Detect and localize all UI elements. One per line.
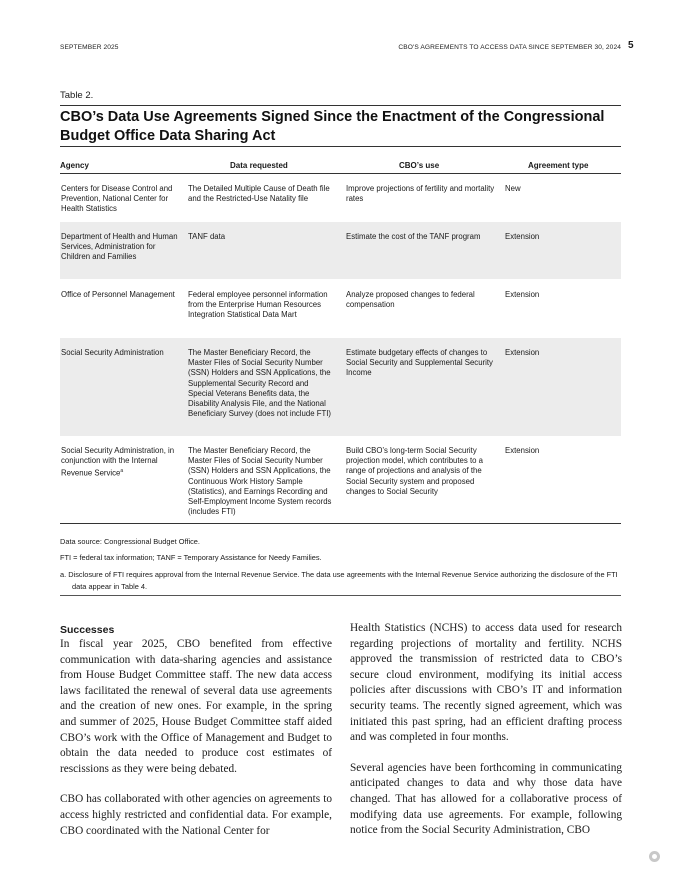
cell-cbo-use: Build CBO’s long-term Social Security projection model, which contributes to a range of projections and analysis of the Social Security system and proposed changes to Social Security	[346, 446, 483, 496]
data-source-note: Data source: Congressional Budget Office.	[60, 537, 200, 546]
cell-cbo-use: Improve projections of fertility and mortality rates	[346, 184, 495, 204]
table-row	[60, 280, 621, 338]
table-row	[60, 222, 621, 279]
cell-agreement-type: Extension	[505, 446, 540, 455]
column-header-cbo-use: CBO’s use	[399, 161, 440, 170]
header-date: SEPTEMBER 2025	[60, 44, 119, 51]
cell-agency	[61, 446, 179, 479]
cell-data-requested: Federal employee personnel information from the Enterprise Human Resources Integration Statistical Data Mart	[188, 290, 328, 320]
cell-agency: Social Security Administration	[61, 348, 164, 357]
watermark-icon	[649, 851, 660, 862]
abbreviations-note: FTI = federal tax information; TANF = Temporary Assistance for Needy Families.	[60, 553, 322, 562]
table-header-row	[60, 158, 621, 173]
cell-data-requested: The Master Beneficiary Record, the Master Files of Social Security Number (SSN) Holders and SSN Applications, the Continuous Work History Sample (Statistics), and Earnings Recording and Self-Employment Income System records (includes FTI)	[188, 446, 332, 517]
body-paragraph: CBO has collaborated with other agencies on agreements to access highly restricted and confidential data. For example, CBO coordinated with the National Center for	[60, 793, 332, 837]
title-bottom-rule	[60, 146, 621, 147]
cell-agency: Department of Health and Human Services, Administration for Children and Families	[61, 232, 178, 262]
cell-agreement-type: New	[505, 184, 521, 193]
cell-cbo-use: Analyze proposed changes to federal compensation	[346, 290, 475, 310]
footnote-marker: a	[120, 468, 124, 475]
table-label: Table 2.	[60, 90, 94, 101]
column-header-agency: Agency	[60, 161, 89, 170]
table-row	[60, 338, 621, 436]
column-header-agreement-type: Agreement type	[528, 161, 589, 170]
cell-agreement-type: Extension	[505, 232, 540, 241]
body-column-right	[350, 621, 622, 854]
cell-agency: Centers for Disease Control and Prevention, National Center for Health Statistics	[61, 184, 173, 214]
notes-bottom-rule	[60, 595, 621, 596]
body-paragraph: Several agencies have been forthcoming in communicating anticipated changes to data and why those data have changed. That has allowed for a collaborative process of modifying data use agreements. For example, following notice from the Social Security Administration, CBO	[350, 761, 622, 837]
cell-agreement-type: Extension	[505, 348, 540, 357]
table-row	[60, 174, 621, 222]
cell-data-requested: The Master Beneficiary Record, the Master Files of Social Security Number (SSN) Holders and SSN Applications, the Supplemental Security Record and Special Veterans Benefits data, the Disability Analysis File, and the National Beneficiary Survey (does not include FTI)	[188, 348, 332, 419]
cell-agreement-type: Extension	[505, 290, 540, 299]
cell-agency-text: Social Security Administration, in conjunction with the Internal Revenue Service	[61, 446, 175, 478]
cell-agency: Office of Personnel Management	[61, 290, 175, 299]
table-bottom-rule	[60, 523, 621, 524]
footnote-a: a. Disclosure of FTI requires approval from the Internal Revenue Service. The data use agreements with the Internal Revenue Service authorizing the disclosure of the FTI data appear in Table 4.	[60, 570, 618, 591]
body-paragraph: In fiscal year 2025, CBO benefited from effective communication with data-sharing agencies and assistance from House Budget Committee staff. The new data access laws facilitated the renewal of several data use agreements and the creation of new ones. For example, in the spring and summer of 2025, House Budget Committee staff aided CBO’s work with the Office of Management and Budget to obtain the data needed to produce cost estimates of rescissions as they were being debated.	[60, 638, 332, 775]
header-report-title: CBO'S AGREEMENTS TO ACCESS DATA SINCE SEPTEMBER 30, 2024	[398, 44, 621, 51]
table-top-rule	[60, 105, 621, 106]
cell-data-requested: The Detailed Multiple Cause of Death file and the Restricted-Use Natality file	[188, 184, 330, 204]
table-title: CBO’s Data Use Agreements Signed Since the Enactment of the Congressional Budget Office Data Sharing Act	[60, 109, 605, 144]
page-number: 5	[628, 40, 634, 51]
section-heading: Successes	[60, 624, 115, 636]
body-column-left	[60, 637, 332, 854]
cell-cbo-use: Estimate budgetary effects of changes to Social Security and Supplemental Security Income	[346, 348, 493, 378]
column-header-data-requested: Data requested	[230, 161, 288, 170]
body-paragraph: Health Statistics (NCHS) to access data used for research regarding projections of mortality and fertility. NCHS approved the transmission of restricted data to CBO’s secure cloud environment, modifying its initial access policies after discussions with CBO’s IT and information security teams. The recently signed agreement, which was initiated this past spring, had an efficient drafting process and was completed in four months.	[350, 622, 622, 744]
cell-data-requested: TANF data	[188, 232, 226, 241]
running-header	[60, 42, 621, 56]
table-row	[60, 436, 621, 523]
cell-cbo-use: Estimate the cost of the TANF program	[346, 232, 481, 241]
